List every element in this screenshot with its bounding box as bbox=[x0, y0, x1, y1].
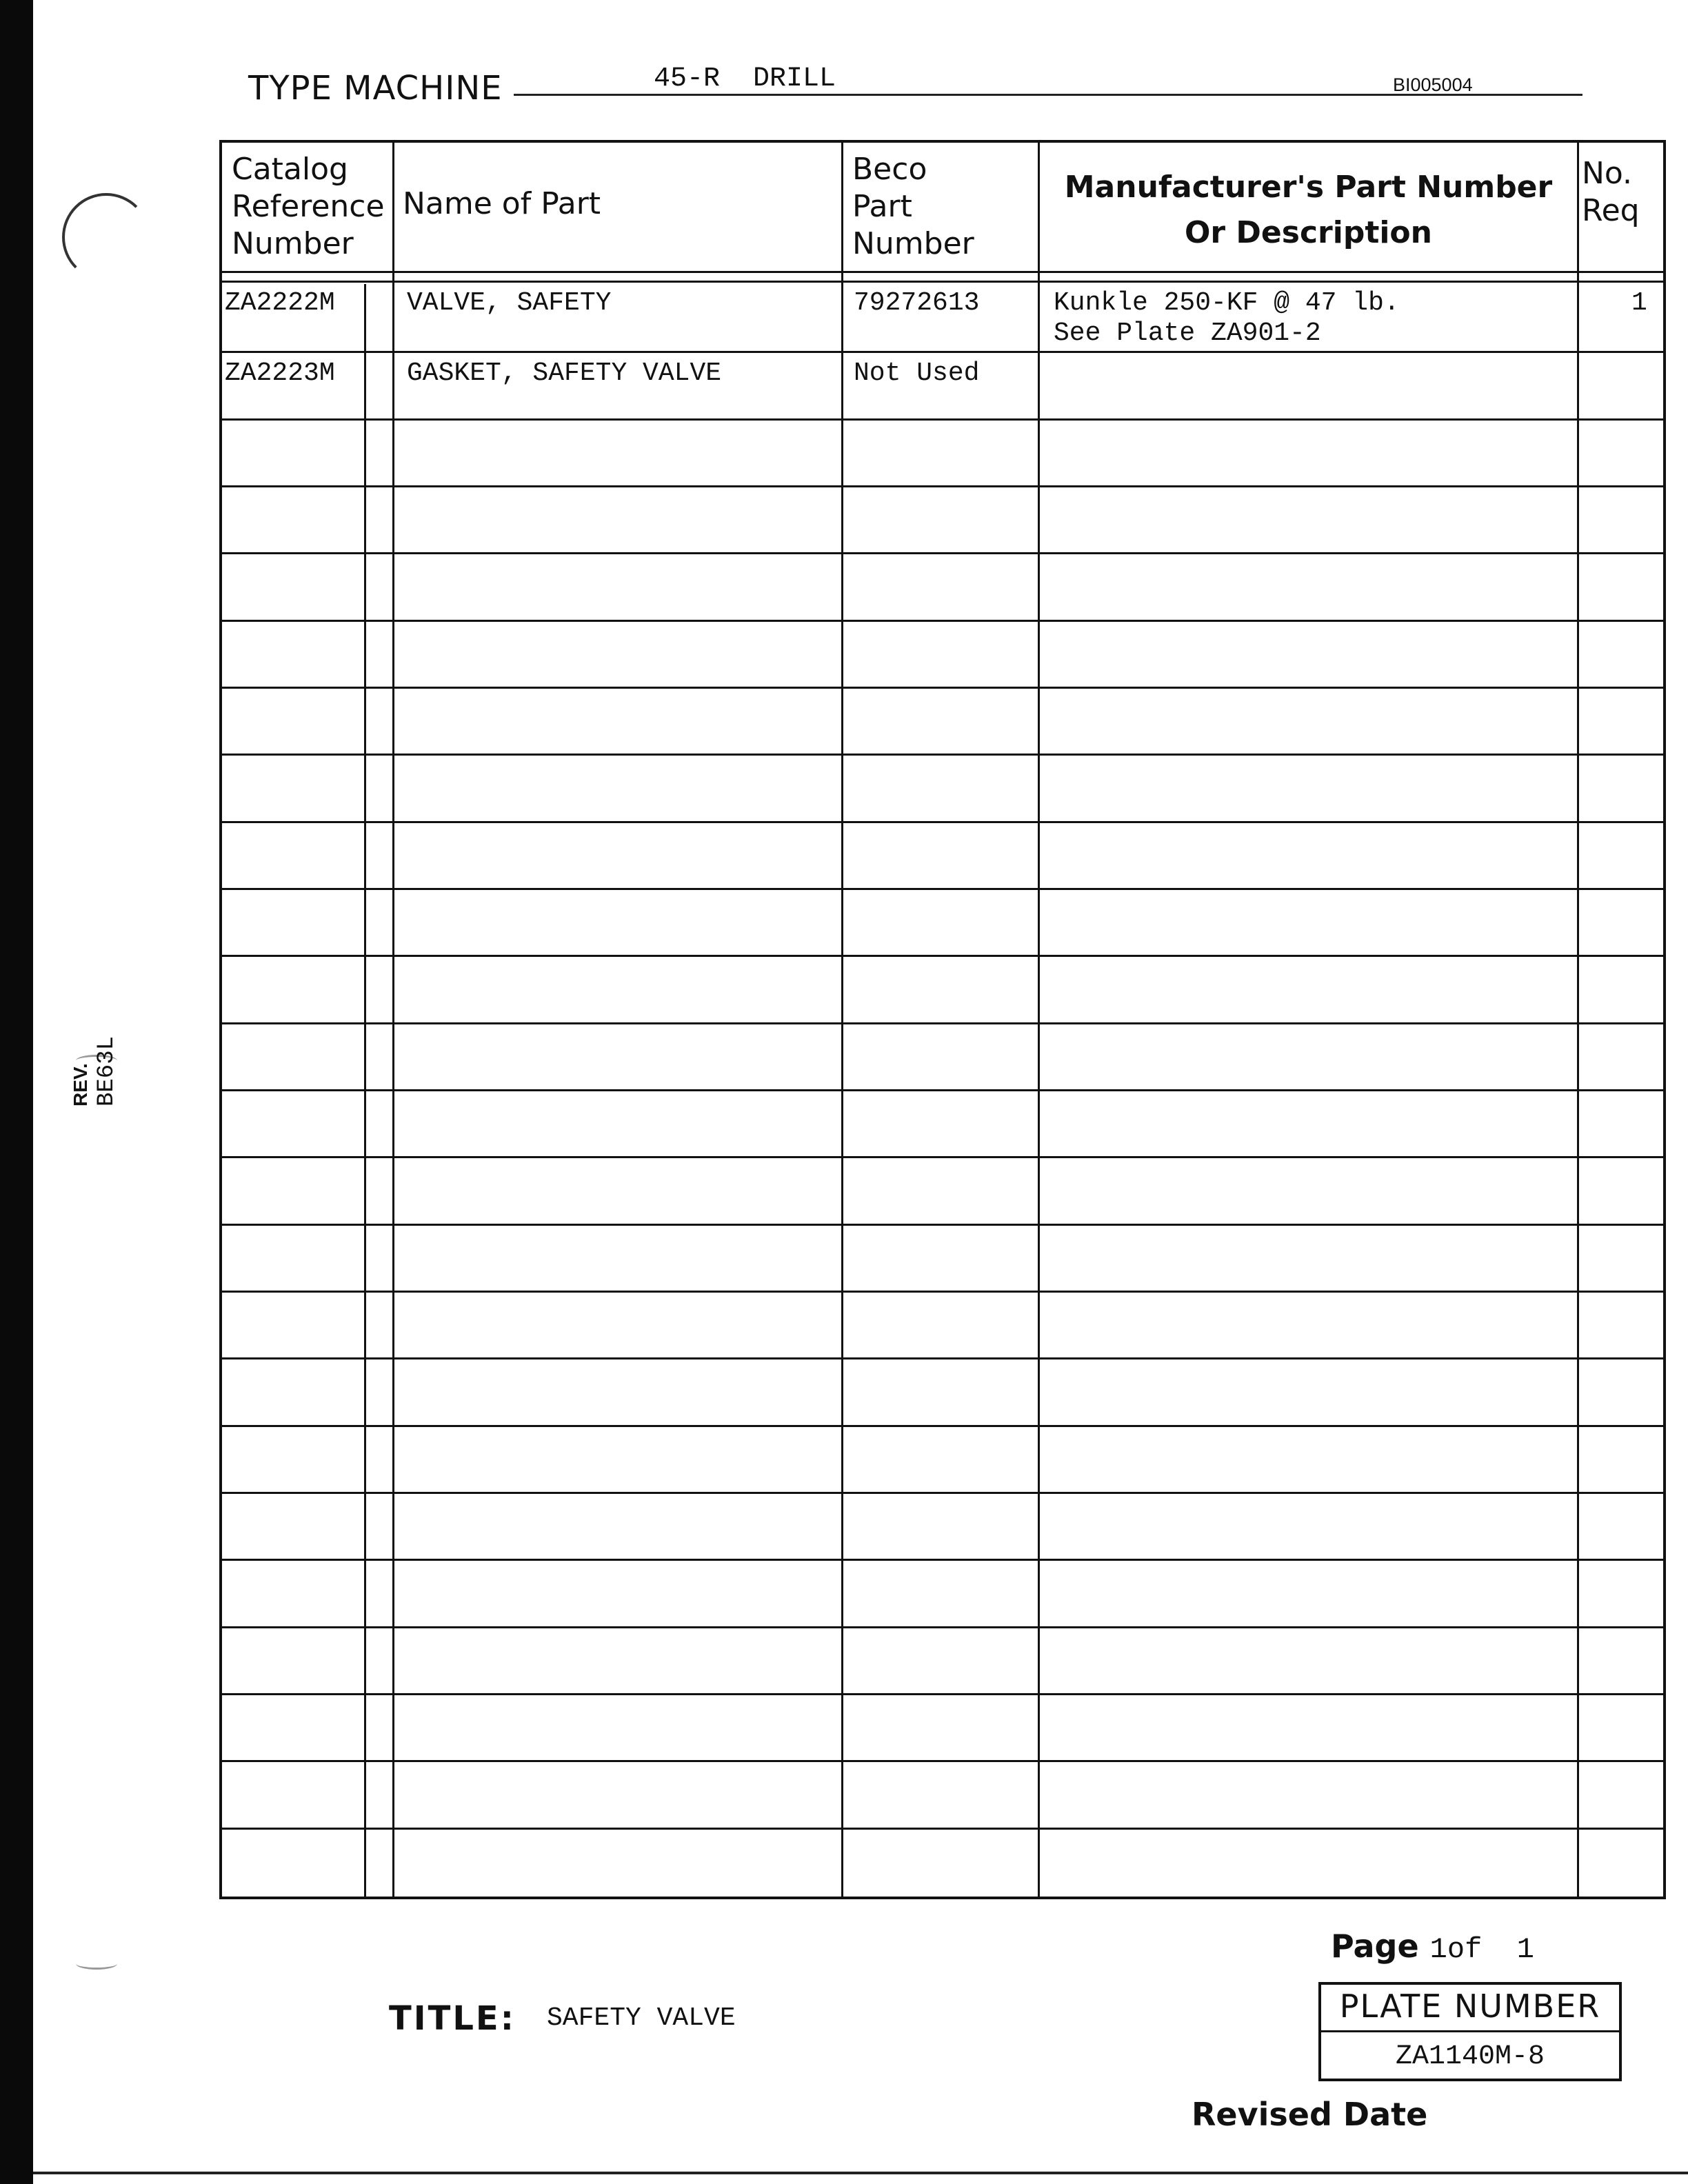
type-machine-label: TYPE MACHINE bbox=[248, 69, 503, 108]
col-divider bbox=[392, 143, 394, 1898]
parts-table bbox=[219, 140, 1666, 1899]
page-label: Page bbox=[1331, 1928, 1419, 1965]
row1-desc: Kunkle 250-KF @ 47 lb. bbox=[1054, 288, 1400, 318]
row1-qty: 1 bbox=[1631, 288, 1647, 318]
row2-catalog: ZA2223M bbox=[225, 358, 335, 388]
plate-number-value: ZA1140M-8 bbox=[1395, 2041, 1545, 2072]
row2-name: GASKET, SAFETY VALVE bbox=[407, 358, 722, 388]
row1-catalog: ZA2222M bbox=[225, 288, 335, 318]
row-rule bbox=[222, 1156, 1663, 1158]
col-header-qty: No. Req bbox=[1582, 156, 1640, 228]
row-rule bbox=[222, 1022, 1663, 1024]
row-rule bbox=[222, 888, 1663, 890]
plate-number-box bbox=[1318, 1982, 1622, 2081]
row-rule bbox=[222, 1291, 1663, 1293]
row1-desc-plate: See Plate ZA901-2 bbox=[1054, 318, 1321, 348]
revised-date-label: Revised Date bbox=[1192, 2096, 1428, 2133]
row-rule bbox=[222, 955, 1663, 957]
header-rule bbox=[222, 271, 1663, 273]
revision-stamp bbox=[68, 1003, 120, 1106]
row-rule bbox=[222, 1559, 1663, 1561]
row-rule bbox=[222, 620, 1663, 622]
punch-hole-mark bbox=[62, 193, 150, 281]
header-rule bbox=[222, 281, 1663, 283]
row-rule bbox=[222, 1693, 1663, 1695]
col-header-name: Name of Part bbox=[403, 186, 601, 221]
row-rule bbox=[222, 754, 1663, 756]
row1-beco: 79272613 bbox=[854, 288, 980, 318]
page-indicator bbox=[1331, 1928, 1534, 1966]
page-bottom-rule bbox=[33, 2172, 1688, 2174]
scan-edge-bar bbox=[0, 0, 33, 2184]
row-rule bbox=[222, 1224, 1663, 1226]
type-machine-value: 45-R DRILL bbox=[654, 63, 836, 94]
row-rule bbox=[222, 351, 1663, 353]
row-rule bbox=[222, 1357, 1663, 1359]
row2-beco: Not Used bbox=[854, 358, 980, 388]
page-value: 1of 1 bbox=[1429, 1933, 1534, 1966]
row-rule bbox=[222, 1626, 1663, 1628]
rev-label: REV. bbox=[70, 1063, 91, 1106]
col-divider bbox=[841, 143, 843, 1898]
row-rule bbox=[222, 687, 1663, 689]
row-rule bbox=[222, 1089, 1663, 1091]
scan-smudge bbox=[76, 1958, 117, 1970]
row-rule bbox=[222, 418, 1663, 421]
col-header-catalog: Catalog Reference Number bbox=[232, 152, 385, 261]
title-value: SAFETY VALVE bbox=[547, 2003, 736, 2033]
row1-name: VALVE, SAFETY bbox=[407, 288, 612, 318]
row-rule bbox=[222, 552, 1663, 554]
row-rule bbox=[222, 485, 1663, 487]
row-rule bbox=[222, 1828, 1663, 1830]
col-divider bbox=[1038, 143, 1040, 1898]
row-rule bbox=[222, 821, 1663, 823]
col-header-beco: Beco Part Number bbox=[852, 152, 974, 261]
plate-number-label: PLATE NUMBER bbox=[1339, 1988, 1601, 2025]
col-header-manufacturer: Manufacturer's Part Number Or Description bbox=[1064, 170, 1553, 250]
row-rule bbox=[222, 1492, 1663, 1494]
row-rule bbox=[222, 1760, 1663, 1762]
document-id: BI005004 bbox=[1393, 74, 1473, 95]
col-divider bbox=[1577, 143, 1579, 1898]
row-rule bbox=[222, 1425, 1663, 1427]
rev-value: BE63L bbox=[94, 1035, 120, 1106]
title-label: TITLE: bbox=[389, 1999, 516, 2038]
plate-divider bbox=[1321, 2030, 1619, 2032]
